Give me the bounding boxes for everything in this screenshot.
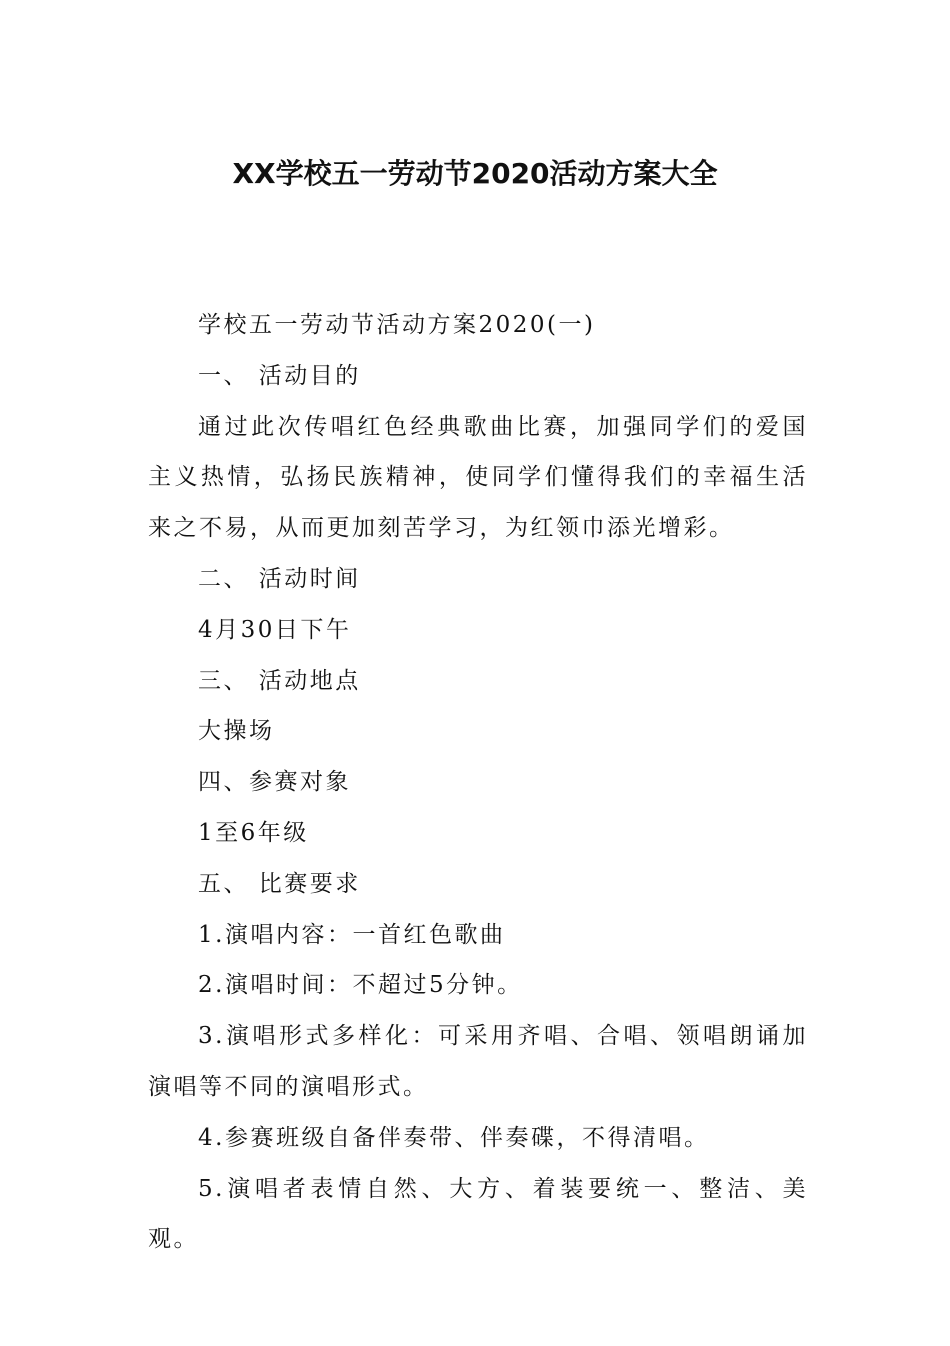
requirement-item-2: 2.演唱时间：不超过5分钟。 (198, 972, 523, 999)
heading-purpose: 一、 活动目的 (198, 362, 361, 389)
paragraph-participants: 1至6年级 (198, 819, 309, 846)
paragraph-time: 4月30日下午 (198, 616, 352, 643)
document-body (148, 300, 808, 1265)
document-title: XX学校五一劳动节2020活动方案大全 (232, 157, 718, 190)
heading-time: 二、 活动时间 (198, 565, 361, 592)
requirement-item-1: 1.演唱内容：一首红色歌曲 (198, 921, 506, 948)
section-heading-plan: 学校五一劳动节活动方案2020(一) (198, 312, 596, 338)
heading-requirements: 五、 比赛要求 (198, 870, 361, 897)
paragraph-location: 大操场 (198, 718, 275, 745)
requirement-item-3: 3.演唱形式多样化：可采用齐唱、合唱、领唱朗诵加演唱等不同的演唱形式。 (148, 1023, 808, 1100)
requirement-item-4: 4.参赛班级自备伴奏带、伴奏碟，不得清唱。 (198, 1124, 710, 1151)
requirement-item-5: 5.演唱者表情自然、大方、着装要统一、整洁、美观。 (148, 1175, 808, 1253)
heading-participants: 四、参赛对象 (198, 769, 351, 796)
heading-location: 三、 活动地点 (198, 667, 361, 694)
paragraph-purpose: 通过此次传唱红色经典歌曲比赛，加强同学们的爱国主义热情，弘扬民族精神，使同学们懂得我们的幸福生活来之不易，从而更加刻苦学习，为红领巾添光增彩。 (148, 413, 808, 542)
